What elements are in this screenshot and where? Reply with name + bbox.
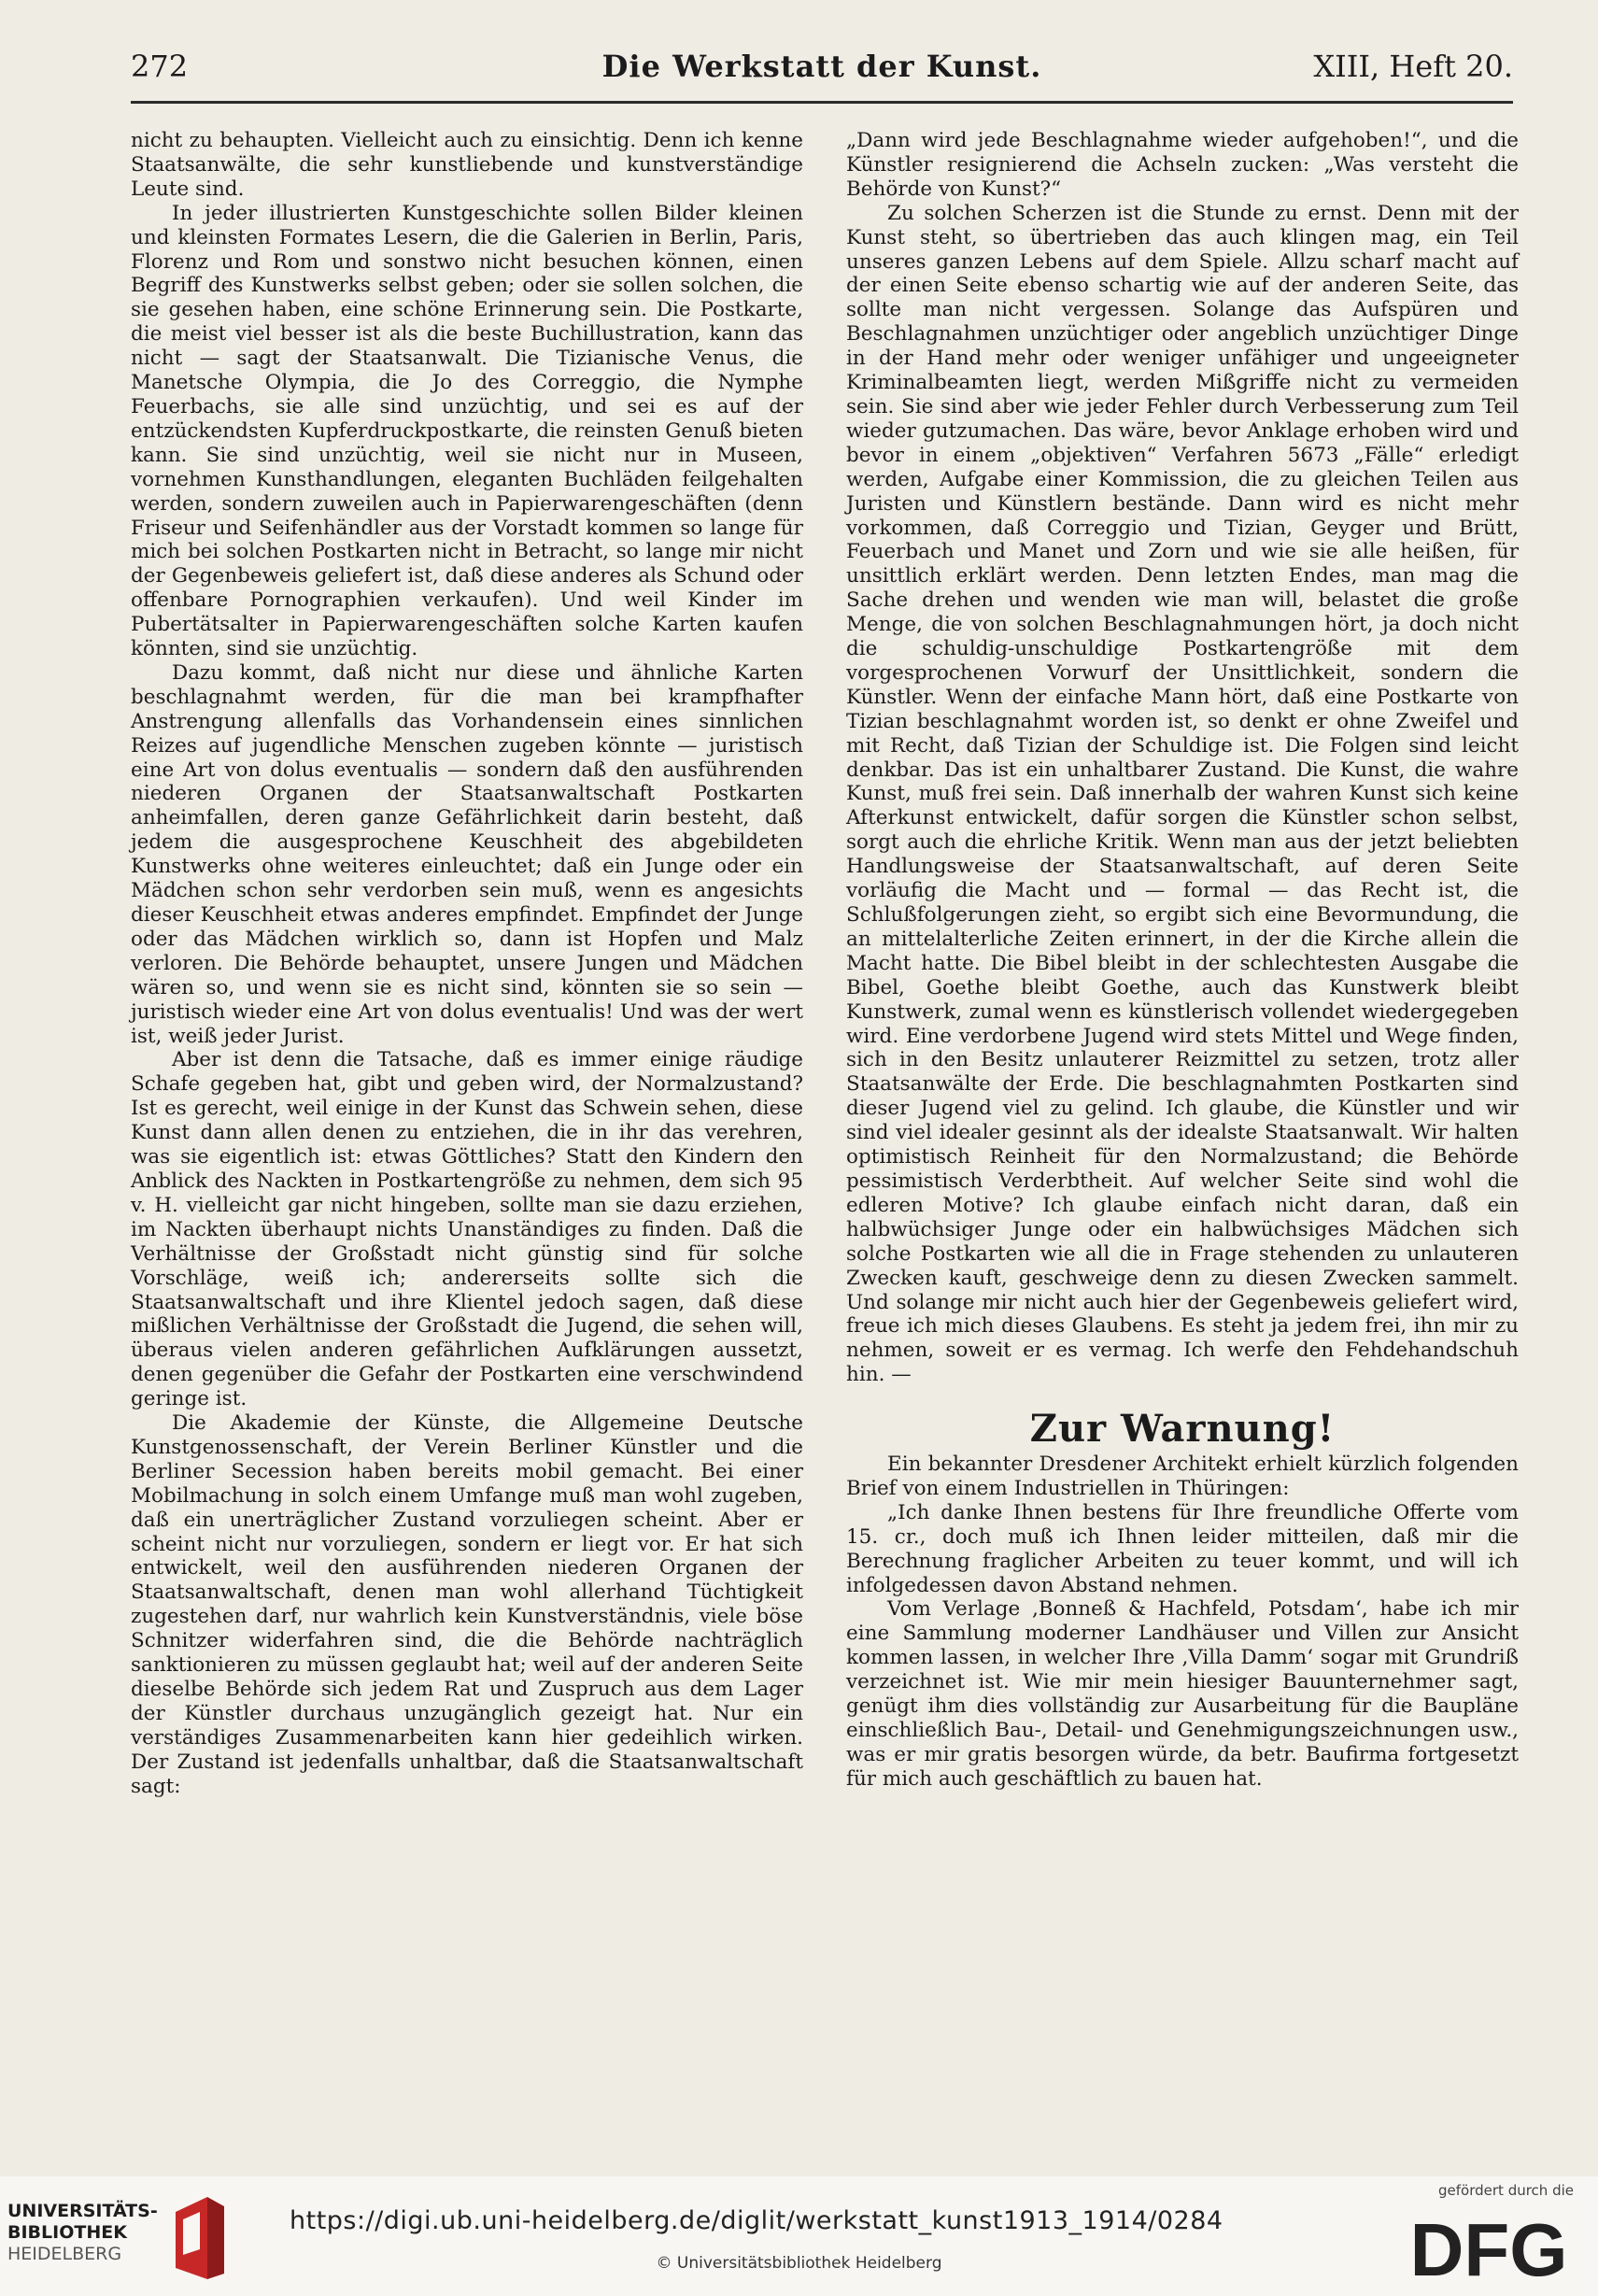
header-rule bbox=[131, 101, 1513, 104]
left-column bbox=[131, 129, 803, 1799]
paragraph: Dazu kommt, daß nicht nur diese und ähnliche Karten beschlagnahmt werden, für die man bei krampfhafter Anstrengung allenfalls das Vorhandensein eines sinnlichen Reizes auf jugendliche Menschen zugeben könnte — juristisch eine Art von dolus eventualis — sondern daß den ausführenden niederen Organen der Staatsanwaltschaft Postkarten anheimfallen, deren ganze Gefährlichkeit darin besteht, daß jedem die ausgesprochene Keuschheit des abgebildeten Kunstwerks ohne weiteres einleuchtet; daß ein Junge oder ein Mädchen schon sehr verdorben sein muß, wenn es angesichts dieser Keuschheit etwas anderes empfindet. Empfindet der Junge oder das Mädchen wirklich so, dann ist Hopfen und Malz verloren. Die Behörde behauptet, unsere Jungen und Mädchen wären so, und wenn sie es nicht sind, könnten sie so sein — juristisch wieder eine Art von dolus eventualis! Und was der wert ist, weiß jeder Jurist. bbox=[131, 660, 803, 1048]
paragraph: „Ich danke Ihnen bestens für Ihre freundliche Offerte vom 15. cr., doch muß ich Ihnen leider mitteilen, daß mir die Berechnung fraglicher Arbeiten zu teuer kommt, und will ich infolgedessen davon Abstand nehmen. bbox=[846, 1500, 1519, 1597]
viewer-footer bbox=[0, 2176, 1598, 2296]
permalink-url[interactable]: https://digi.ub.uni-heidelberg.de/diglit/werkstatt_kunst1913_1914/0284 bbox=[290, 2206, 1223, 2235]
paragraph: Ein bekannter Dresdener Architekt erhielt kürzlich folgenden Brief von einem Industriellen in Thüringen: bbox=[846, 1453, 1519, 1500]
copyright-notice: © Universitätsbibliothek Heidelberg bbox=[656, 2254, 942, 2273]
library-city: HEIDELBERG bbox=[7, 2244, 122, 2264]
dfg-wordmark: DFG bbox=[1409, 2208, 1568, 2287]
right-column bbox=[846, 129, 1519, 1792]
paragraph: Die Akademie der Künste, die Allgemeine Deutsche Kunstgenossenschaft, der Verein Berliner Künstler und die Berliner Secession haben bereits mobil gemacht. Bei einer Mobilmachung in solch einem Umfange muß man wohl zugeben, daß ein unerträglicher Zustand vorzuliegen scheint. Aber er scheint nicht nur vorzuliegen, sondern er liegt vor. Er hat sich entwickelt, weil den ausführenden niederen Organen der Staatsanwaltschaft, denen man wohl allerhand Tüchtigkeit zugestehen darf, nur wahrlich kein Kunstverständnis, viele böse Schnitzer widerfahren sind, die die Behörde nachträglich sanktionieren zu müssen geglaubt hat; weil auf der anderen Seite dieselbe Behörde sich jedem Rat und Zuspruch aus dem Lager der Künstler durchaus unzugänglich gezeigt hat. Nur ein verständiges Zusammenarbeiten kann hier gedeihlich wirken. Der Zustand ist jedenfalls unhaltbar, daß die Staatsanwaltschaft sagt: bbox=[131, 1411, 803, 1798]
section-title: Zur Warnung! bbox=[1029, 1407, 1336, 1452]
funding-caption: gefördert durch die bbox=[1438, 2182, 1574, 2199]
funder-logo[interactable] bbox=[1400, 2182, 1577, 2290]
library-name-line: UNIVERSITÄTS- bbox=[7, 2201, 158, 2221]
paragraph: In jeder illustrierten Kunstgeschichte sollen Bilder kleinen und kleinsten Formates Lesern, die die Galerien in Berlin, Paris, Florenz und Rom und sonstwo nicht besuchen können, einen Begriff des Kunstwerks selbst geben; oder sie sollen solchen, die sie gesehen haben, eine schöne Erinnerung sein. Die Postkarte, die meist viel besser ist als die beste Buchillustration, kann das nicht — sagt der Staatsanwalt. Die Tizianische Venus, die Manetsche Olympia, die Jo des Correggio, die Nymphe Feuerbachs, sie alle sind unzüchtig, und sei es auf der entzückendsten Kupferdruckpostkarte, die reinsten Genuß bieten kann. Sie sind unzüchtig, weil sie nicht nur in Museen, vornehmen Kunsthandlungen, eleganten Buchläden feilgehalten werden, sondern zuweilen auch in Papierwarengeschäften (denn Friseur und Seifenhändler aus der Vorstadt kommen so lange für mich bei solchen Postkarten nicht in Betracht, so lange mir nicht der Gegenbeweis geliefert ist, daß diese anderes als Schund oder offenbare Pornographien verkaufen). Und weil Kinder im Pubertätsalter in Papierwarengeschäften solche Karten kaufen könnten, sind sie unzüchtig. bbox=[131, 201, 803, 661]
library-name-line: BIBLIOTHEK bbox=[7, 2222, 127, 2243]
paragraph: nicht zu behaupten. Vielleicht auch zu einsichtig. Denn ich kenne Staatsanwälte, die sehr kunstliebende und kunstverständige Leute sind. bbox=[131, 129, 803, 201]
paragraph: Vom Verlage ‚Bonneß & Hachfeld, Potsdam‘, habe ich mir eine Sammlung moderner Landhäuser und Villen zur Ansicht kommen lassen, in welcher Ihre ‚Villa Damm‘ sogar mit Grundriß verzeichnet ist. Wie mir mein hiesiger Bauunternehmer sagt, genügt ihm dies vollständig zur Ausarbeitung für die Baupläne einschließlich Bau-, Detail- und Genehmigungszeichnungen usw., was er mir gratis besorgen würde, da betr. Baufirma fortgesetzt für mich auch geschäftlich zu bauen hat. bbox=[846, 1597, 1519, 1791]
paragraph: „Dann wird jede Beschlagnahme wieder aufgehoben!“, und die Künstler resignierend die Achseln zucken: „Was versteht die Behörde von Kunst?“ bbox=[846, 129, 1519, 201]
paragraph: Zu solchen Scherzen ist die Stunde zu ernst. Denn mit der Kunst steht, so übertrieben das auch klingen mag, ein Teil unseres ganzen Lebens auf dem Spiele. Allzu scharf macht auf der einen Seite ebenso schartig wie auf der anderen Seite, das sollte man nicht vergessen. Solange das Aufspüren und Beschlagnahmen unzüchtiger oder angeblich unzüchtiger Dinge in der Hand mehr oder weniger unfähiger und ungeeigneter Kriminalbeamten liegt, werden Mißgriffe nicht zu vermeiden sein. Sie sind aber wie jeder Fehler durch Verbesserung zum Teil wieder gutzumachen. Das wäre, bevor Anklage erhoben wird und bevor in einem „objektiven“ Verfahren 5673 „Fälle“ erledigt werden, Aufgabe einer Kommission, die zu gleichen Teilen aus Juristen und Künstlern bestände. Dann wird es nicht mehr vorkommen, daß Correggio und Tizian, Geyger und Brütt, Feuerbach und Manet und Zorn und wie sie alle heißen, für unsittlich erklärt werden. Denn letzten Endes, man mag die Sache drehen und wenden wie man will, belastet die große Menge, die von solchen Beschlagnahmungen hört, ja doch nicht die schuldig-unschuldige Postkartengröße mit dem vorgesprochenen Vorwurf der Unsittlichkeit, sondern die Künstler. Wenn der einfache Mann hört, daß eine Postkarte von Tizian beschlagnahmt worden ist, so denkt er ohne Zweifel und mit Recht, daß Tizian der Schuldige ist. Die Folgen sind leicht denkbar. Das ist ein unhaltbarer Zustand. Die Kunst, die wahre Kunst, muß frei sein. Daß innerhalb der wahren Kunst sich keine Afterkunst entwickelt, dafür sorgen die Künstler schon selbst, sorgt auch die ehrliche Kritik. Wenn man aus der jetzt beliebten Handlungsweise der Staatsanwaltschaft, auf deren Seite vorläufig die Macht und — formal — das Recht ist, die Schlußfolgerungen zieht, so ergibt sich eine Bevormundung, die an mittelalterliche Zeiten erinnert, in der die Kirche allein die Macht hatte. Die Bibel bleibt in der schlechtesten Ausgabe die Bibel, Goethe bleibt Goethe, auch das Kunstwerk bleibt Kunstwerk, zumal wenn es künstlerisch vollendet wiedergegeben wird. Eine verdorbene Jugend wird stets Mittel und Wege finden, sich in den Besitz unlauterer Reizmittel zu setzen, trotz aller Staatsanwälte der Erde. Die beschlagnahmten Postkarten sind dieser Jugend viel zu gelind. Ich glaube, die Künstler und wir sind viel idealer gesinnt als der idealste Staatsanwalt. Wir halten optimistisch Reinheit für den Normalzustand; die Behörde pessimistisch Verderbtheit. Auf welcher Seite sind wohl die edleren Motive? Ich glaube einfach nicht daran, daß ein halbwüchsiger Junge oder ein halbwüchsiges Mädchen sich solche Postkarten wie all die in Frage stehenden zu unlauteren Zwecken kauft, geschweige denn zu diesen Zwecken sammelt. Und solange mir nicht auch hier der Gegenbeweis geliefert wird, freue ich mich dieses Glaubens. Es steht ja jedem frei, ihn mir zu nehmen, soweit er es vermag. Ich werfe den Fehdehandschuh hin. — bbox=[846, 201, 1519, 1387]
issue-label: XIII, Heft 20. bbox=[1313, 49, 1513, 84]
page-number: 272 bbox=[131, 49, 189, 84]
journal-title: Die Werkstatt der Kunst. bbox=[601, 49, 1042, 84]
running-head bbox=[131, 49, 1513, 101]
paragraph: Aber ist denn die Tatsache, daß es immer einige räudige Schafe gegeben hat, gibt und geben wird, der Normalzustand? Ist es gerecht, weil einige in der Kunst das Schwein sehen, diese Kunst dann allen denen zu entziehen, die in ihr das verehren, was sie eigentlich ist: etwas Göttliches? Statt den Kindern den Anblick des Nackten in Postkartengröße zu nehmen, dem sich 95 v. H. vielleicht gar nicht hingeben, sollte man sie dazu erziehen, im Nackten überhaupt nichts Unanständiges zu finden. Daß die Verhältnisse der Großstadt nicht günstig sind für solche Vorschläge, weiß ich; andererseits sollte sich die Staatsanwaltschaft und ihre Klientel jedoch sagen, daß diese mißlichen Verhältnisse der Großstadt die Jugend, die sehen will, überaus vielen anderen gefährlichen Aufklärungen aussetzt, denen gegenüber die Gefahr der Postkarten eine verschwindend geringe ist. bbox=[131, 1048, 803, 1411]
dfg-logo-icon bbox=[1400, 2203, 1577, 2287]
